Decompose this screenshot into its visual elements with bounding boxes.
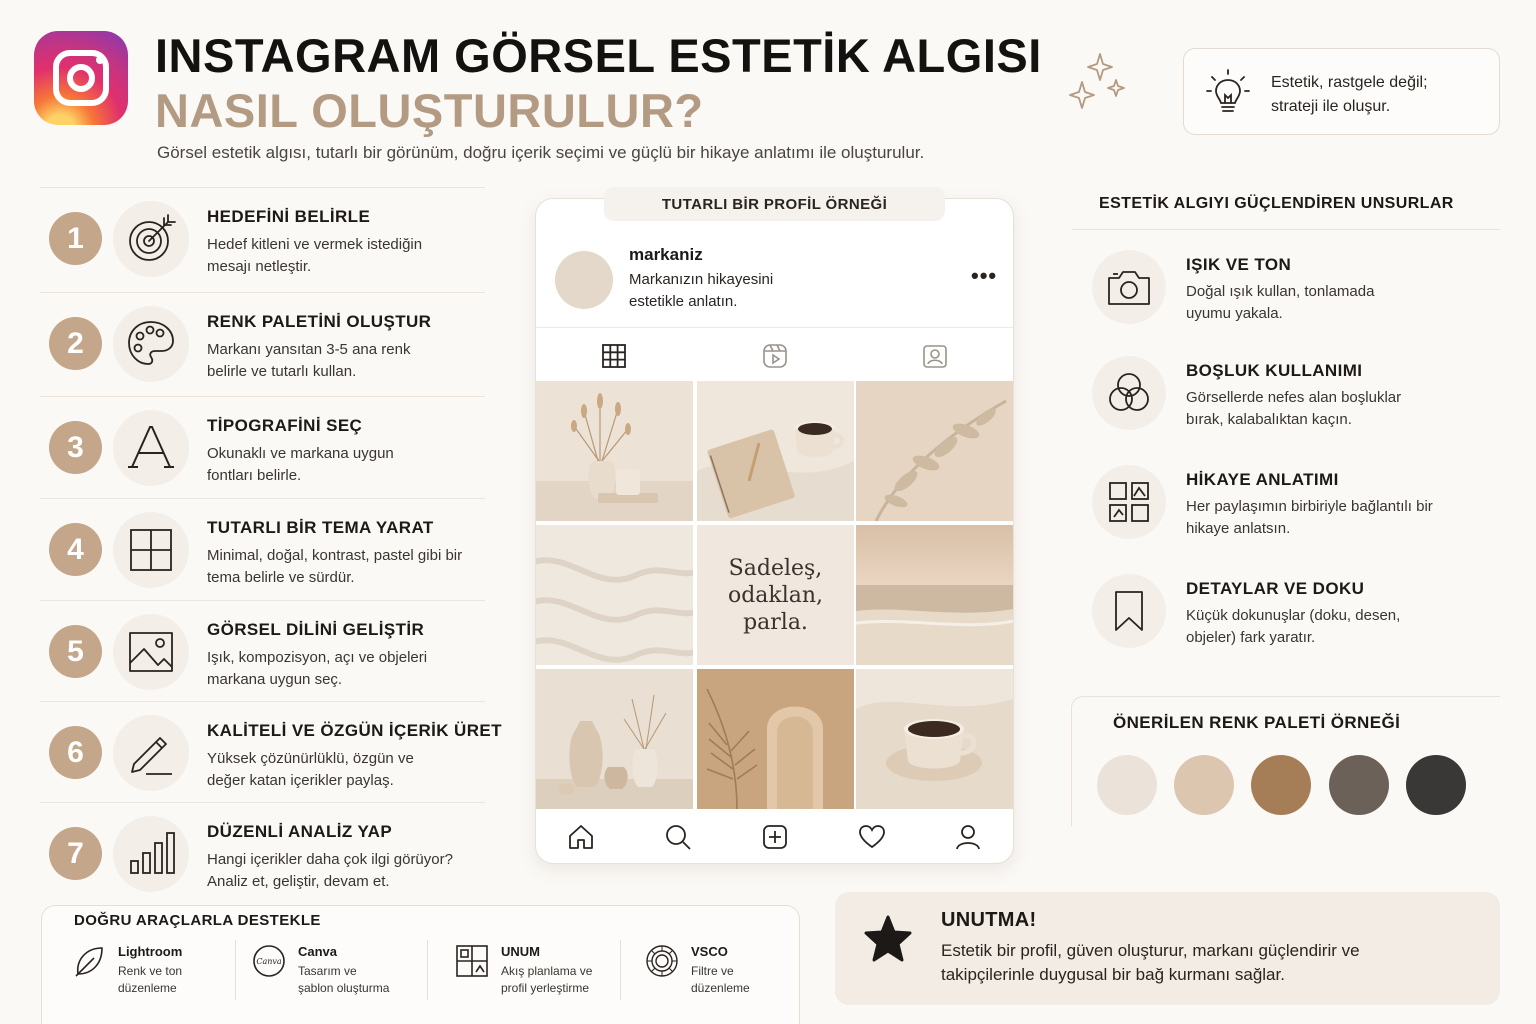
step-number: 6 [49, 726, 102, 779]
features-title: ESTETİK ALGIYI GÜÇLENDİREN UNSURLAR [1099, 195, 1454, 212]
sparkles-icon [1064, 52, 1130, 112]
grid-tab-icon[interactable] [600, 342, 628, 370]
step-number: 5 [49, 625, 102, 678]
step-title: HEDEFİNİ BELİRLE [207, 207, 371, 226]
quote-text: Sadeleş, odaklan, parla. [727, 555, 824, 635]
lightbulb-icon [1206, 68, 1250, 118]
tool-name: UNUM [501, 944, 540, 959]
feature-title: BOŞLUK KULLANIMI [1186, 361, 1363, 380]
grid-icon [126, 525, 176, 575]
reels-tab-icon[interactable] [761, 342, 789, 370]
tip-text: Estetik, rastgele değil; strateji ile oluşur. [1271, 74, 1428, 115]
bookmark-icon [1106, 588, 1152, 634]
step-title: TUTARLI BİR TEMA YARAT [207, 518, 434, 537]
page-description: Görsel estetik algısı, tutarlı bir görünüm, doğru içerik seçimi ve güçlü bir hikaye anlatımı ile oluşturulur. [157, 143, 925, 162]
palette-icon [126, 319, 176, 369]
tool-name: Lightroom [118, 944, 183, 959]
tool-desc: Tasarım ve şablon oluşturma [298, 964, 390, 995]
circles-icon [1106, 370, 1152, 416]
divider [1072, 229, 1500, 230]
canva-icon [252, 944, 286, 978]
feature-desc: Küçük dokunuşlar (doku, desen, objeler) fark yaratır. [1186, 607, 1401, 646]
profile-icon[interactable] [954, 823, 982, 851]
target-icon [126, 214, 176, 264]
step-number: 4 [49, 523, 102, 576]
post-tile-quote[interactable] [697, 525, 854, 665]
palette-title: ÖNERİLEN RENK PALETİ ÖRNEĞİ [1113, 713, 1401, 732]
tools-title: DOĞRU ARAÇLARLA DESTEKLE [74, 912, 321, 929]
post-grid [536, 381, 1014, 809]
tool-desc: Filtre ve düzenleme [691, 964, 750, 995]
step-number: 3 [49, 421, 102, 474]
tip-box [1183, 48, 1500, 135]
tool-name: Canva [298, 944, 338, 959]
post-tile-vase[interactable] [536, 381, 693, 521]
step-7 [40, 802, 485, 904]
home-icon[interactable] [567, 823, 595, 851]
tool-desc: Renk ve ton düzenleme [118, 964, 183, 995]
feature-title: DETAYLAR VE DOKU [1186, 579, 1365, 598]
profile-username: markaniz [629, 245, 703, 264]
reminder-desc: Estetik bir profil, güven oluşturur, markanı güçlendirir ve takipçilerinle duygusal bir bağ kurmanı sağlar. [941, 941, 1360, 984]
page-title: INSTAGRAM GÖRSEL ESTETİK ALGISI [155, 29, 1042, 82]
profile-mockup [535, 198, 1014, 864]
reminder-card [835, 892, 1500, 1005]
post-tile-arch[interactable] [697, 669, 854, 809]
instagram-logo-icon [34, 31, 128, 125]
camera-icon [1106, 264, 1152, 310]
page-subtitle-heading: NASIL OLUŞTURULUR? [155, 84, 704, 137]
step-6 [40, 701, 502, 803]
step-title: RENK PALETİNİ OLUŞTUR [207, 312, 432, 331]
storyboard-icon [1106, 479, 1152, 525]
step-desc: Yüksek çözünürlüklü, özgün ve değer katan içerikler paylaş. [207, 750, 414, 789]
pencil-icon [126, 728, 176, 778]
canva-logo-text: Canva [256, 957, 282, 966]
heart-icon[interactable] [858, 823, 886, 851]
tools-card [41, 905, 800, 1024]
post-tile-leaf-shadow[interactable] [856, 381, 1013, 521]
step-1 [40, 187, 485, 289]
step-2 [40, 292, 485, 394]
step-title: DÜZENLİ ANALİZ YAP [207, 822, 393, 841]
search-icon[interactable] [664, 823, 692, 851]
profile-example-label: TUTARLI BİR PROFİL ÖRNEĞİ [604, 187, 945, 221]
tool-name: VSCO [691, 944, 728, 959]
tool-desc: Akış planlama ve profil yerleştirme [501, 964, 593, 995]
step-desc: Hedef kitleni ve vermek istediğin mesajı netleştir. [207, 236, 423, 275]
step-5 [40, 600, 485, 702]
color-swatch [1174, 755, 1234, 815]
image-icon [126, 627, 176, 677]
add-post-icon[interactable] [761, 823, 789, 851]
leaf-icon [72, 944, 106, 978]
feature-title: IŞIK VE TON [1186, 255, 1292, 274]
reminder-title: UNUTMA! [941, 909, 1037, 931]
post-tile-fabric[interactable] [536, 525, 693, 665]
feature-whitespace [1090, 356, 1500, 456]
feature-details-texture [1090, 574, 1500, 674]
avatar[interactable] [555, 251, 613, 309]
layout-icon [455, 944, 489, 978]
post-tile-coffee[interactable] [856, 669, 1013, 809]
step-desc: Hangi içerikler daha çok ilgi görüyor? Analiz et, geliştir, devam et. [207, 851, 453, 890]
more-options-icon[interactable]: ••• [971, 263, 998, 288]
post-tile-notebook[interactable] [697, 381, 854, 521]
feature-light-tone [1090, 250, 1500, 350]
step-4 [40, 498, 485, 600]
tagged-tab-icon[interactable] [921, 342, 949, 370]
bottom-nav [536, 809, 1014, 864]
feature-storytelling [1090, 465, 1500, 565]
feature-desc: Doğal ışık kullan, tonlamada uyumu yakala. [1186, 283, 1375, 322]
feature-desc: Her paylaşımın birbiriyle bağlantılı bir hikaye anlatsın. [1186, 498, 1433, 537]
feature-desc: Görsellerde nefes alan boşluklar bırak, kalabalıktan kaçın. [1186, 389, 1402, 428]
profile-tabs [536, 327, 1014, 381]
color-swatch [1329, 755, 1389, 815]
step-desc: Minimal, doğal, kontrast, pastel gibi bir tema belirle ve sürdür. [207, 547, 463, 586]
color-swatch [1097, 755, 1157, 815]
vsco-icon [645, 944, 679, 978]
step-number: 1 [49, 212, 102, 265]
step-desc: Işık, kompozisyon, açı ve objeleri markana uygun seç. [207, 649, 428, 688]
star-icon [863, 914, 913, 964]
bar-chart-icon [126, 829, 176, 879]
color-swatch [1251, 755, 1311, 815]
color-swatch [1406, 755, 1466, 815]
step-desc: Markanı yansıtan 3-5 ana renk belirle ve tutarlı kullan. [207, 341, 411, 380]
step-3 [40, 396, 485, 498]
step-number: 7 [49, 827, 102, 880]
step-number: 2 [49, 317, 102, 370]
step-title: KALİTELİ VE ÖZGÜN İÇERİK ÜRET [207, 721, 502, 740]
feature-title: HİKAYE ANLATIMI [1186, 470, 1339, 489]
step-desc: Okunaklı ve markana uygun fontları belirle. [207, 445, 394, 484]
post-tile-beach[interactable] [856, 525, 1013, 665]
step-title: TİPOGRAFİNİ SEÇ [207, 416, 363, 435]
step-title: GÖRSEL DİLİNİ GELİŞTİR [207, 620, 425, 639]
post-tile-vases[interactable] [536, 669, 693, 809]
profile-bio: Markanızın hikayesini estetikle anlatın. [629, 271, 774, 310]
typography-icon [126, 423, 176, 473]
